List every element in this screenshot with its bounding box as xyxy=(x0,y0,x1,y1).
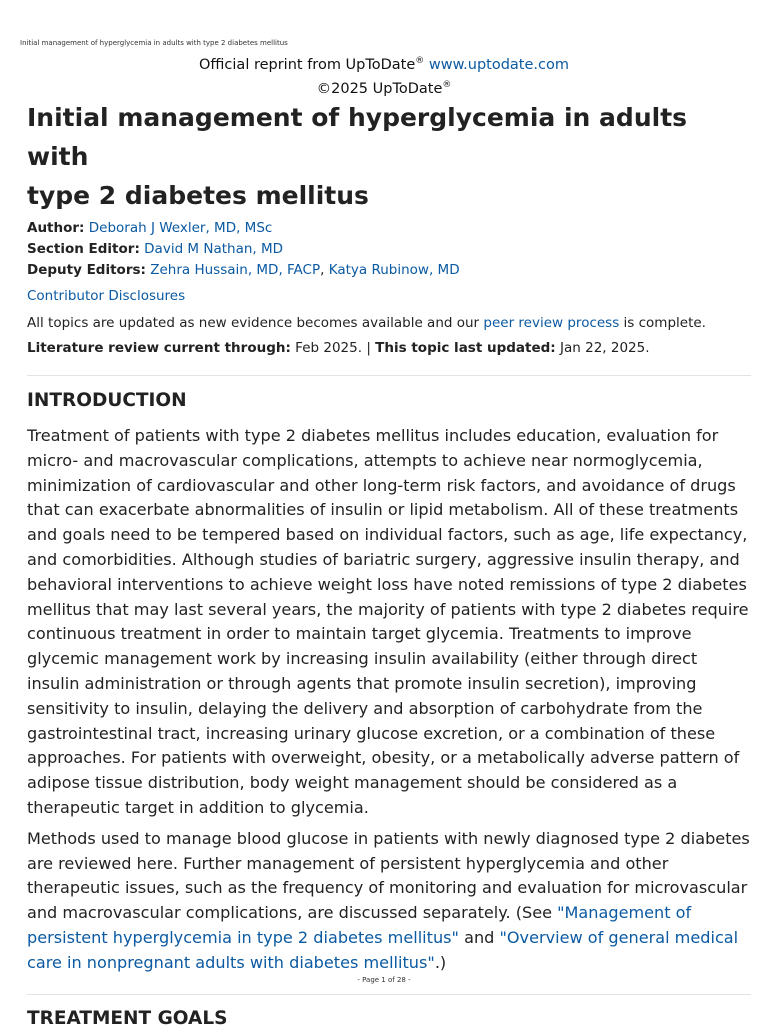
update-note-after: is complete. xyxy=(619,315,706,331)
title-line-2: type 2 diabetes mellitus xyxy=(27,181,369,210)
title-line-1: Initial management of hyperglycemia in adults with xyxy=(27,103,688,171)
copyright-line xyxy=(0,75,768,99)
literature-review-label: Literature review current through: xyxy=(27,340,291,356)
section-editor-link[interactable]: David M Nathan, MD xyxy=(144,241,284,257)
deputy-editor-separator: , xyxy=(320,262,329,278)
copyright-text: ©2025 UpToDate xyxy=(316,80,443,97)
deputy-editor-link-2[interactable]: Katya Rubinow, MD xyxy=(328,262,460,278)
literature-review-value: Feb 2025. | xyxy=(290,340,376,356)
author-label: Author: xyxy=(27,220,85,236)
author-link[interactable]: Deborah J Wexler, MD, MSc xyxy=(88,220,273,236)
uptodate-site-link[interactable]: www.uptodate.com xyxy=(428,56,569,73)
peer-review-link[interactable]: peer review process xyxy=(483,315,620,331)
treatment-goals-heading: TREATMENT GOALS xyxy=(27,1007,228,1029)
introduction-heading: INTRODUCTION xyxy=(27,390,187,411)
deputy-editor-link-1[interactable]: Zehra Hussain, MD, FACP xyxy=(150,262,321,278)
section-divider-2 xyxy=(27,994,751,995)
page-title xyxy=(27,98,751,215)
article xyxy=(27,98,751,1032)
intro-p2-text-mid: and xyxy=(458,927,500,947)
review-dates xyxy=(27,338,751,359)
authorship xyxy=(27,218,751,281)
page-footer: - Page 1 of 28 - xyxy=(357,976,411,984)
section-editor-line xyxy=(27,239,751,260)
intro-paragraph-2 xyxy=(27,827,751,976)
copyright-registered-mark: ® xyxy=(442,79,452,90)
update-note xyxy=(27,313,751,334)
persistent-hyperglycemia-link[interactable]: "Management of persistent hyperglycemia in type 2 diabetes mellitus" xyxy=(27,903,692,947)
update-note-before: All topics are updated as new evidence becomes available and our xyxy=(27,315,484,331)
section-divider-1 xyxy=(27,375,751,376)
contributor-disclosures-link[interactable]: Contributor Disclosures xyxy=(27,288,186,304)
registered-mark: ® xyxy=(415,56,425,66)
intro-p2-text-after: .) xyxy=(434,952,447,972)
intro-paragraph-1: Treatment of patients with type 2 diabetes mellitus includes education, evaluation for micro- and macrovascular complications, attempts to achieve near normoglycemia, minimization of cardiovascular and other long-term risk factors, and avoidance of drugs that can exacerbate abnormalities of insulin or lipid metabolism. All of these treatments and goals need to be tempered based on individual factors, such as age, life expectancy, and comorbidities. Although studies of bariatric surgery, aggressive insulin therapy, and behavioral interventions to achieve weight loss have noted remissions of type 2 diabetes mellitus that may last several years, the majority of patients with type 2 diabetes require continuous treatment in order to maintain target glycemia. Treatments to improve glycemic management work by increasing insulin availability (either through direct insulin administration or through agents that promote insulin secretion), improving sensitivity to insulin, delaying the delivery and absorption of carbohydrate from the gastrointestinal tract, increasing urinary glucose excretion, or a combination of these approaches. For patients with overweight, obesity, or a metabolically adverse pattern of adipose tissue distribution, body weight management should be considered as a therapeutic target in addition to glycemia. xyxy=(27,426,749,817)
running-head: Initial management of hyperglycemia in adults with type 2 diabetes mellitus xyxy=(20,39,288,47)
last-updated-label: This topic last updated: xyxy=(375,340,556,356)
reprint-banner xyxy=(0,51,768,99)
intro-p2-text-before: Methods used to manage blood glucose in patients with newly diagnosed type 2 diabetes are reviewed here. Further management of persistent hyperglycemia and other therapeutic issues, such as the frequency of monitoring and evaluation for microvascular and macrovascular complications, are discussed separately. (See xyxy=(27,828,750,923)
last-updated-value: Jan 22, 2025. xyxy=(555,340,650,356)
section-editor-label: Section Editor: xyxy=(27,241,140,257)
reprint-line xyxy=(0,51,768,75)
deputy-editors-line xyxy=(27,260,751,281)
contributor-disclosures xyxy=(27,286,751,307)
general-medical-care-link[interactable]: "Overview of general medical care in nonpregnant adults with diabetes mellitus" xyxy=(27,927,739,972)
deputy-editors-label: Deputy Editors: xyxy=(27,262,146,278)
reprint-prefix: Official reprint from UpToDate xyxy=(199,56,416,73)
author-line xyxy=(27,218,751,239)
